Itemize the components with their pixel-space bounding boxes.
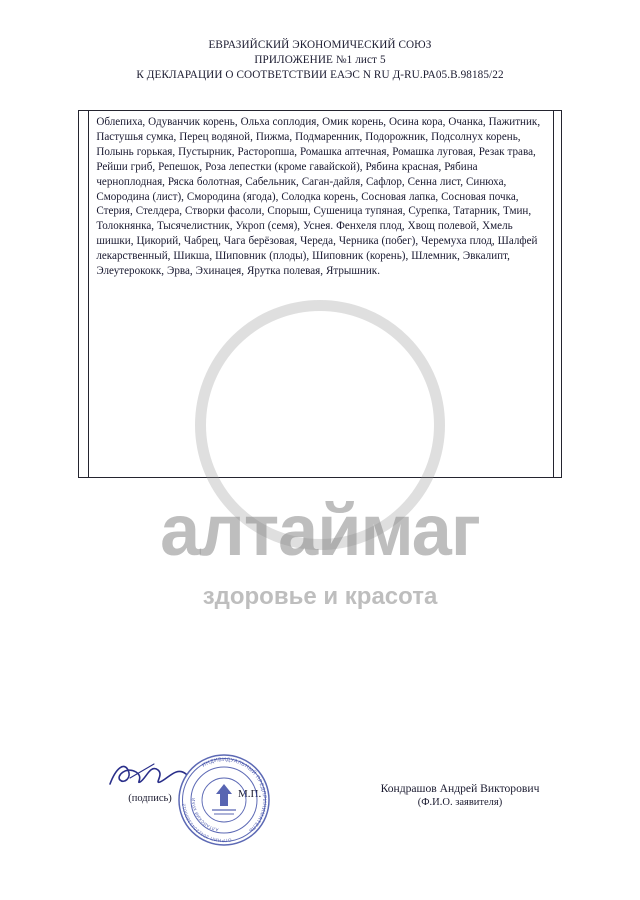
header-line-declaration: К ДЕКЛАРАЦИИ О СООТВЕТСТВИИ ЕАЭС N RU Д-RU.РА05.В.98185/22 (136, 68, 504, 81)
signature-block (0, 760, 640, 850)
watermark-subtitle: здоровье и красота (202, 583, 438, 610)
header-line-union: ЕВРАЗИЙСКИЙ ЭКОНОМИЧЕСКИЙ СОЮЗ (208, 39, 432, 51)
svg-text:ОГРНИП 304220433800012: ОГРНИП 304220433800012 (181, 802, 232, 844)
header-line-appendix: ПРИЛОЖЕНИЕ №1 лист 5 (254, 53, 386, 66)
applicant-name: Кондрашов Андрей Викторович (380, 782, 540, 795)
product-table (78, 110, 562, 478)
table-column-middle (89, 111, 554, 477)
applicant-name-caption: (Ф.И.О. заявителя) (417, 797, 503, 808)
svg-text:АЛТАЙСКИЙ КРАЙ: АЛТАЙСКИЙ КРАЙ (190, 798, 219, 833)
table-column-right (554, 111, 561, 477)
document-header (0, 38, 640, 82)
round-stamp-icon (176, 752, 272, 848)
applicant-info (340, 782, 580, 808)
table-cell-herb-list: Облепиха, Одуванчик корень, Ольха соплодия, Омик корень, Осина кора, Очанка, Пажитник, Пастушья сумка, Перец водяной, Пижма, Подмаренник, Подорожник, Подсолнух корень, Полынь горькая, Пустырник, Расторопша, Ромашка аптечная, Ромашка луговая, Резак трава, Рейши гриб, Репешок, Роза лепестки (кроме гавайской), Рябина красная, Рябина черноплодная, Ряска болотная, Сабельник, Саган-дайля, Сафлор, Сенна лист, Синюха, Смородина (лист), Смородина (ягода), Солодка корень, Сосновая лапка, Сосновая почка, Стерия, Стелдера, Створки фасоли, Спорыш, Сушеница тупяная, Сурепка, Татарник, Тмин, Толокнянка, Тысячелистник, Укроп (семя), Уснея. Фенхеля плод, Хвощ полевой, Хмель шишки, Цикорий, Чабрец, Чага берёзовая, Череда, Черника (побег), Черемуха плод, Шалфей лекарственный, Шикша, Шиповник (плоды), Шиповник (корень), Шлемник, Эвкалипт, Элеутерококк, Эрва, Эхинацея, Ярутка полевая, Ятрышник. (96, 116, 541, 278)
table-column-left (79, 111, 89, 477)
svg-text:ИНДИВИДУАЛЬНЫЙ ПРЕДПРИНИМАТЕЛЬ: ИНДИВИДУАЛЬНЫЙ ПРЕДПРИНИМАТЕЛЬ (201, 756, 268, 834)
watermark-title: алтаймаг (160, 491, 480, 571)
mp-label: М.П. (238, 788, 262, 800)
signature-caption: (подпись) (128, 793, 172, 804)
